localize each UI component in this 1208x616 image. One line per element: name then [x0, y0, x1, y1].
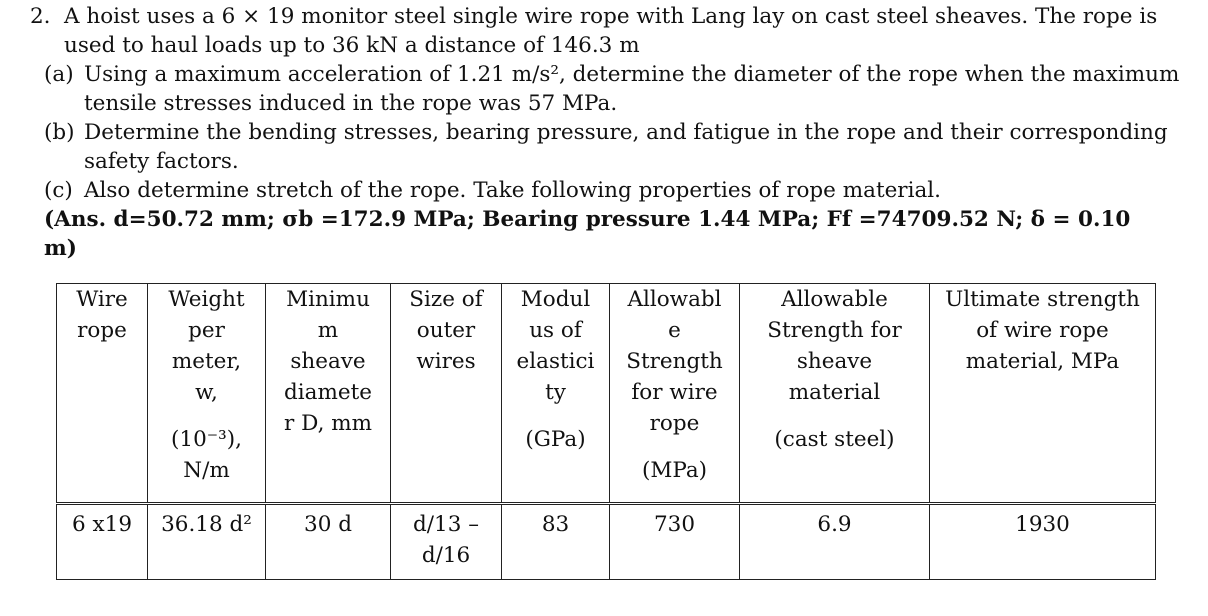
- part-a-line-2: tensile stresses induced in the rope was 57 MPa.: [84, 91, 618, 116]
- header-cell: [740, 284, 930, 504]
- cell-line: m: [317, 318, 339, 343]
- part-a-label: (a): [44, 62, 74, 87]
- cell-line: r D, mm: [283, 411, 373, 436]
- cell-line: Size of: [409, 287, 483, 312]
- part-c: [30, 176, 1198, 205]
- cell-line: Modul: [520, 287, 591, 312]
- part-b: [30, 118, 1198, 176]
- problem-statement: [30, 2, 1198, 263]
- cell-line: per: [188, 318, 225, 343]
- cell-line: wires: [416, 349, 476, 374]
- cell-line: Minimu: [286, 287, 370, 312]
- cell-line: 6 x19: [72, 512, 132, 537]
- cell-line: us of: [529, 318, 582, 343]
- data-cell: [610, 504, 740, 580]
- header-cell: [502, 284, 610, 504]
- cell-line: sheave: [796, 349, 873, 374]
- statement-text-1: A hoist uses a 6 × 19 monitor steel single wire rope with Lang lay on cast steel sheaves. The rope is: [64, 4, 1158, 29]
- cell-line: 730: [653, 512, 696, 537]
- cell-line: d/16: [421, 543, 471, 568]
- cell-line: rope: [77, 318, 127, 343]
- cell-line: material, MPa: [965, 349, 1120, 374]
- header-cell: [930, 284, 1156, 504]
- cell-line: Ultimate strength: [945, 287, 1140, 312]
- cell-line: (MPa): [641, 458, 708, 483]
- cell-line: e: [668, 318, 681, 343]
- cell-gap: [506, 408, 605, 424]
- header-cell: [57, 284, 148, 504]
- cell-line: 83: [541, 512, 570, 537]
- header-cell: [266, 284, 391, 504]
- table-row: [57, 504, 1156, 580]
- cell-line: elastici: [516, 349, 595, 374]
- cell-line: d/13 –: [413, 512, 479, 537]
- cell-line: Allowable: [781, 287, 888, 312]
- part-b-line-2: safety factors.: [84, 149, 239, 174]
- data-cell: [502, 504, 610, 580]
- cell-line: Strength: [626, 349, 723, 374]
- cell-gap: [744, 408, 925, 424]
- cell-line: 6.9: [817, 512, 852, 537]
- cell-line: 30 d: [304, 512, 352, 537]
- data-cell: [148, 504, 266, 580]
- part-c-line-1: Also determine stretch of the rope. Take following properties of rope material.: [84, 178, 941, 203]
- cell-line: (10⁻³),: [171, 427, 242, 452]
- cell-line: Wire: [76, 287, 128, 312]
- header-cell: [391, 284, 502, 504]
- part-b-line-1: Determine the bending stresses, bearing pressure, and fatigue in the rope and their corresponding: [84, 120, 1168, 145]
- cell-gap: [152, 408, 261, 424]
- answer-line-1: (Ans. d=50.72 mm; σb =172.9 MPa; Bearing pressure 1.44 MPa; Ff =74709.52 N; δ = 0.10: [44, 207, 1131, 232]
- cell-line: outer: [416, 318, 476, 343]
- cell-line: Weight: [168, 287, 245, 312]
- data-cell: [266, 504, 391, 580]
- problem-number: 2.: [30, 4, 51, 29]
- data-cell: [391, 504, 502, 580]
- cell-line: rope: [649, 411, 700, 436]
- cell-line: 36.18 d²: [161, 512, 252, 537]
- cell-line: meter,: [171, 349, 242, 374]
- cell-line: Strength for: [767, 318, 902, 343]
- part-a-line-1: Using a maximum acceleration of 1.21 m/s², determine the diameter of the rope when the maximum: [84, 62, 1180, 87]
- rope-properties-table: [56, 283, 1156, 580]
- cell-line: N/m: [183, 458, 230, 483]
- part-a: [30, 60, 1198, 118]
- data-cell: [930, 504, 1156, 580]
- cell-line: w,: [195, 380, 218, 405]
- header-cell: [148, 284, 266, 504]
- cell-line: ty: [545, 380, 566, 405]
- cell-line: 1930: [1015, 512, 1070, 537]
- header-cell: [610, 284, 740, 504]
- part-c-label: (c): [44, 178, 73, 203]
- table-header-row: [57, 284, 1156, 504]
- data-cell: [740, 504, 930, 580]
- cell-gap: [614, 439, 735, 455]
- cell-line: Allowabl: [627, 287, 722, 312]
- cell-line: for wire: [631, 380, 718, 405]
- answer-line-2: m): [44, 236, 77, 261]
- statement-text-2: used to haul loads up to 36 kN a distance of 146.3 m: [64, 33, 640, 58]
- data-cell: [57, 504, 148, 580]
- cell-line: (GPa): [525, 427, 586, 452]
- problem-line-1: [30, 2, 1198, 31]
- part-b-label: (b): [44, 120, 75, 145]
- cell-line: of wire rope: [976, 318, 1109, 343]
- cell-line: diamete: [284, 380, 372, 405]
- cell-line: (cast steel): [774, 427, 895, 452]
- cell-line: material: [788, 380, 881, 405]
- cell-line: sheave: [290, 349, 366, 374]
